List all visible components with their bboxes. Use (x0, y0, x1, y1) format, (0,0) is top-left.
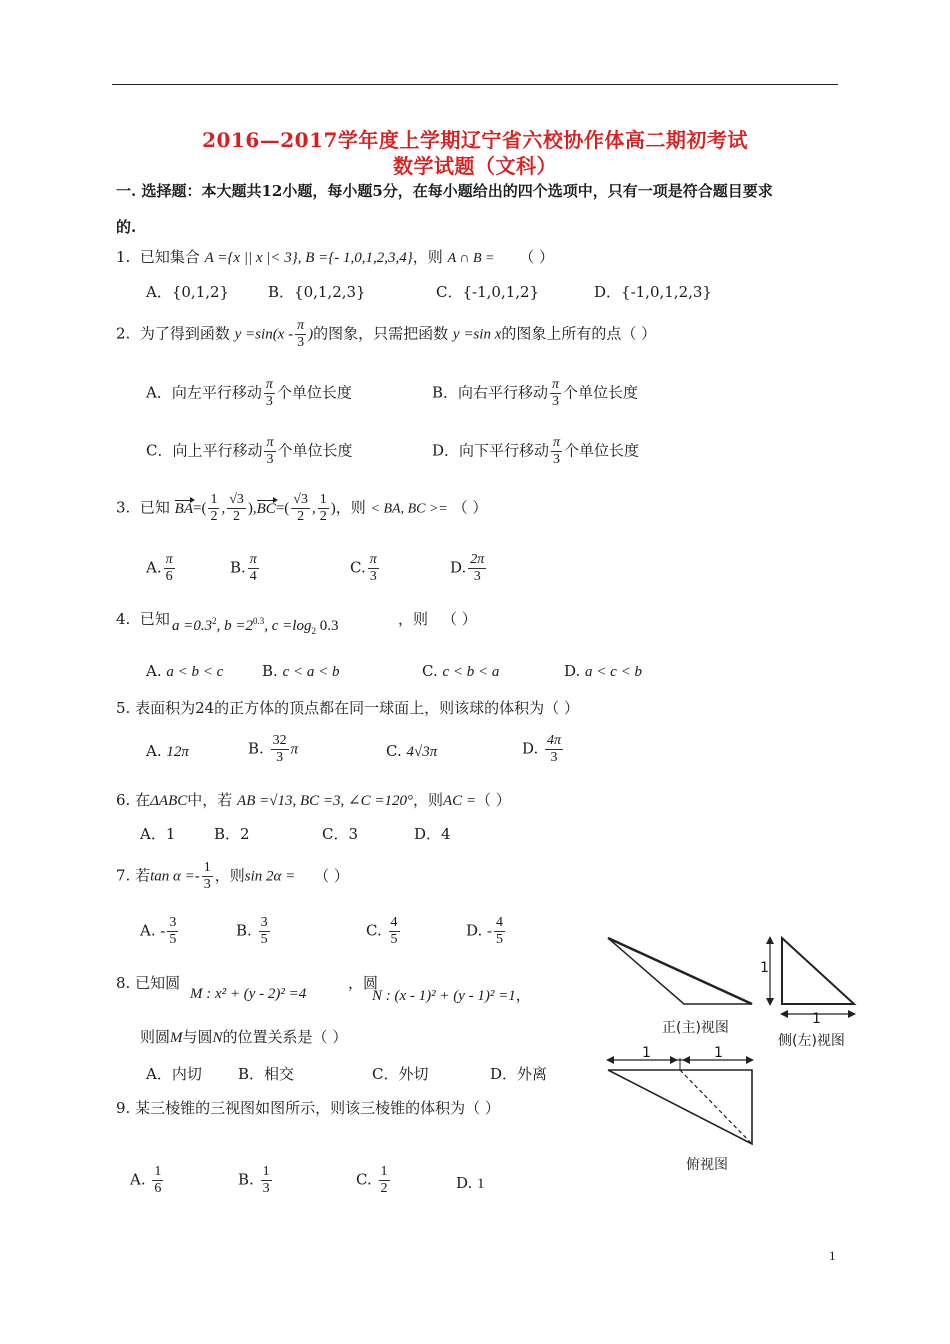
header-rule (112, 84, 838, 85)
question-6: 6. 在ΔABC中，若 AB =√13, BC =3, ∠C =120°，则AC =（ ） (116, 791, 511, 809)
q2-option-b[interactable]: B．向右平行移动 $\frac{\pi}{3}$ 个单位长度 (432, 377, 639, 409)
q1-option-d[interactable]: D．{-1,0,1,2,3} (594, 283, 712, 301)
vector-bc: BC (256, 500, 276, 517)
q3-option-c[interactable]: C. $\frac{\pi}{3}$ (350, 552, 377, 584)
q7-option-b[interactable]: B. $\frac{3}{5}$ (236, 915, 268, 947)
q8-circle-n: N : (x - 1)² + (y - 1)² =1， (372, 986, 531, 1004)
q3-option-a[interactable]: A. $\frac{\pi}{6}$ (146, 552, 173, 584)
vector-ba: BA (174, 500, 193, 517)
exam-title: 2016—2017学年度上学期辽宁省六校协作体高二期初考试 (202, 128, 748, 152)
question-2: 2. 为了得到函数 y =sin(x - $\frac{\pi}{3}$ )的图象，只需把函数 y =sin x的图象上所有的点（ ） (116, 318, 657, 350)
question-5: 5. 表面积为24的正方体的顶点都在同一球面上，则该球的体积为（ ） (116, 699, 579, 717)
set-expression: A ={x || x |< 3}, B ={- 1,0,1,2,3,4} (204, 250, 413, 266)
q8-option-a[interactable]: A．内切 (146, 1065, 202, 1083)
three-view-figure (600, 930, 870, 1180)
q4-option-a[interactable]: A. a < b < c (146, 662, 224, 680)
top-left-label: 1 (642, 1045, 651, 1061)
front-view-label: 正(主)视图 (662, 1020, 729, 1036)
top-view-label: 俯视图 (686, 1157, 728, 1173)
q9-option-d[interactable]: D. 1 (456, 1174, 485, 1192)
question-4: 4. 已知 (116, 610, 170, 628)
q6-option-a[interactable]: A．1 (140, 825, 176, 843)
q7-option-a[interactable]: A. - $\frac{3}{5}$ (140, 915, 177, 947)
q4-option-b[interactable]: B. c < a < b (262, 662, 340, 680)
q5-option-c[interactable]: C. 4√3π (386, 742, 438, 760)
q6-option-b[interactable]: B．2 (214, 825, 250, 843)
q1-option-a[interactable]: A．{0,1,2} (146, 283, 230, 301)
q5-option-d[interactable]: D. $\frac{4\pi}{3}$ (522, 733, 562, 765)
q4-tail: ，则 （ ） (398, 610, 477, 628)
q3-option-b[interactable]: B. $\frac{\pi}{4}$ (230, 552, 257, 584)
q2-option-d[interactable]: D．向下平行移动 $\frac{\pi}{3}$ 个单位长度 (432, 435, 640, 467)
q5-option-b[interactable]: B. $\frac{32}{3}$ π (248, 733, 299, 765)
q1-option-b[interactable]: B．{0,1,2,3} (268, 283, 366, 301)
q2-option-c[interactable]: C．向上平行移动 $\frac{\pi}{3}$ 个单位长度 (146, 435, 353, 467)
exam-subtitle: 数学试题（文科） (393, 154, 557, 178)
side-height-label: 1 (760, 960, 769, 976)
page-number: 1 (829, 1248, 836, 1263)
question-7: 7. 若tan α =- $\frac{1}{3}$ ，则sin 2α = （ ） (116, 860, 349, 892)
q3-option-d[interactable]: D. $\frac{2\pi}{3}$ (450, 552, 485, 584)
front-view (608, 938, 752, 1004)
q8-line-2: 则圆M与圆N的位置关系是（ ） (140, 1028, 348, 1046)
q2-option-a[interactable]: A．向左平行移动 $\frac{\pi}{3}$ 个单位长度 (146, 377, 352, 409)
question-3: 3. 已知 BA=( $\frac{1}{2}$ , $\frac{√3}{2}$ ),BC=( $\frac{√3}{2}$ , $\frac{1}{2}$ )，则 < BA, BC >= （ ） (116, 492, 488, 524)
question-8: 8. 已知圆 (116, 974, 181, 992)
q7-option-c[interactable]: C. $\frac{4}{5}$ (366, 915, 398, 947)
q8-option-b[interactable]: B．相交 (238, 1065, 295, 1083)
top-view (606, 1056, 754, 1144)
q9-option-b[interactable]: B. $\frac{1}{3}$ (238, 1164, 270, 1196)
q6-option-d[interactable]: D．4 (414, 825, 451, 843)
q6-option-c[interactable]: C．3 (322, 825, 359, 843)
q4-option-c[interactable]: C. c < b < a (422, 662, 500, 680)
side-view (766, 936, 856, 1018)
section-heading-cont: 的. (116, 218, 137, 236)
side-view-label: 侧(左)视图 (778, 1033, 845, 1049)
q8-circle-m: M : x² + (y - 2)² =4 (190, 986, 307, 1002)
q8-option-d[interactable]: D．外离 (490, 1065, 548, 1083)
section-heading: 一. 选择题：本大题共12小题，每小题5分，在每小题给出的四个选项中，只有一项是符合题目要求 (116, 182, 773, 200)
q4-option-d[interactable]: D. a < c < b (564, 662, 642, 680)
q8-mid: ，圆 (348, 974, 379, 992)
q7-option-d[interactable]: D. - $\frac{4}{5}$ (466, 915, 504, 947)
side-width-label: 1 (812, 1011, 821, 1027)
q1-option-c[interactable]: C．{-1,0,1,2} (436, 283, 540, 301)
q9-option-c[interactable]: C. $\frac{1}{2}$ (356, 1164, 388, 1196)
question-9: 9. 某三棱锥的三视图如图所示，则该三棱锥的体积为（ ） (116, 1099, 500, 1117)
question-number: 1. (116, 248, 131, 266)
q9-option-a[interactable]: A. $\frac{1}{6}$ (130, 1164, 162, 1196)
q5-option-a[interactable]: A. 12π (146, 742, 189, 760)
question-1: 1. 已知集合 A ={x || x |< 3}, B ={- 1,0,1,2,3,4}，则 A ∩ B = （ ） (116, 248, 555, 266)
q8-option-c[interactable]: C．外切 (372, 1065, 429, 1083)
q4-expression: $a =0.3^2$, $b =2^{0.3}$, $c =\log_2$ 0.3 (172, 616, 339, 636)
top-right-label: 1 (714, 1045, 723, 1061)
